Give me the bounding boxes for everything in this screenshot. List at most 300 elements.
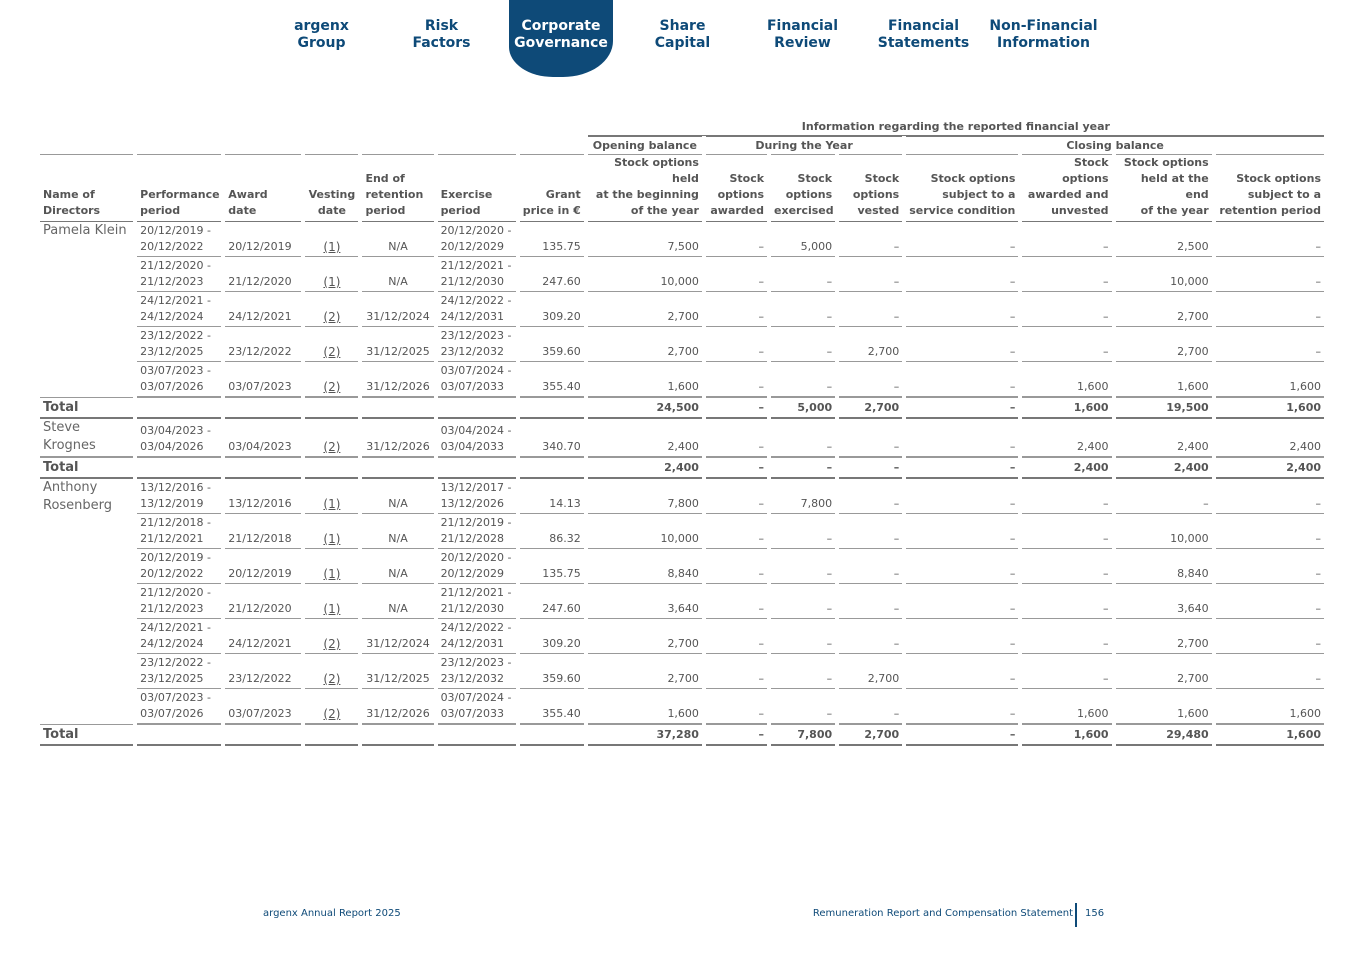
table-row: [40, 619, 1324, 654]
empty-cell: [225, 724, 301, 746]
vesting-date-link[interactable]: (1): [305, 549, 358, 584]
cell-svc: –: [906, 257, 1018, 292]
table-row: [40, 689, 1324, 724]
column-header-line: service condition: [909, 204, 1016, 217]
cell-line: 20/12/2019 -: [140, 551, 212, 564]
cell-open: 7,800: [588, 479, 702, 514]
cell-svc: –: [906, 419, 1018, 457]
cell-held: 1,600: [1116, 362, 1212, 397]
table-row: [40, 419, 1324, 457]
exercise-period: [438, 514, 516, 549]
cell-vested: –: [839, 619, 902, 654]
cell-line: 21/12/2023: [140, 602, 204, 615]
cell-held: 2,700: [1116, 654, 1212, 689]
cell-vested: –: [839, 514, 902, 549]
cell-line: 24/12/2031: [440, 637, 504, 650]
cell-svc: –: [906, 514, 1018, 549]
cell-unvested: –: [1022, 619, 1111, 654]
award-date: 21/12/2018: [225, 514, 301, 549]
cell-exercised: –: [771, 619, 835, 654]
performance-period: [137, 689, 221, 724]
vesting-date-link[interactable]: (2): [305, 362, 358, 397]
vesting-date-link[interactable]: (1): [305, 222, 358, 257]
end-of-retention-period: N/A: [362, 479, 433, 514]
column-header-exercised: [771, 154, 835, 222]
cell-vested: –: [839, 257, 902, 292]
end-of-retention-period: N/A: [362, 549, 433, 584]
cell-line: 20/12/2029: [440, 567, 504, 580]
cell-vested: –: [839, 689, 902, 724]
table-row: [40, 362, 1324, 397]
cell-awarded: –: [706, 654, 767, 689]
cell-line: 21/12/2019 -: [440, 516, 512, 529]
total-held: 19,500: [1116, 397, 1212, 419]
nav-share-capital[interactable]: [622, 0, 743, 76]
total-unvested: 1,600: [1022, 397, 1111, 419]
nav-label: Financial: [887, 18, 960, 34]
table-row: [40, 584, 1324, 619]
vesting-date-link[interactable]: (1): [305, 257, 358, 292]
column-header-line: price in €: [522, 204, 581, 217]
column-header-line: Award date: [228, 188, 268, 217]
column-header-line: retention: [365, 188, 424, 201]
total-awarded: –: [706, 724, 767, 746]
column-header-held: [1116, 154, 1212, 222]
director-name: Pamela Klein: [43, 223, 127, 238]
cell-retention: –: [1216, 654, 1324, 689]
cell-line: 23/12/2022 -: [140, 329, 212, 342]
empty-cell: [362, 397, 433, 419]
column-header-line: Stock: [864, 172, 900, 185]
nav-corporate-governance[interactable]: [509, 0, 613, 77]
cell-vested: –: [839, 549, 902, 584]
cell-awarded: –: [706, 292, 767, 327]
director-name: Steve Krognes: [40, 419, 133, 457]
column-header-vest: [305, 154, 358, 222]
total-vested: 2,700: [839, 397, 902, 419]
empty-cell: [305, 457, 358, 479]
award-date: 21/12/2020: [225, 257, 301, 292]
total-row: [40, 724, 1324, 746]
column-header-award: [225, 154, 301, 222]
total-label: Total: [40, 457, 133, 479]
cell-open: 1,600: [588, 689, 702, 724]
column-header-line: unvested: [1051, 204, 1109, 217]
cell-line: 13/12/2016 -: [140, 481, 212, 494]
cell-line: 21/12/2021: [140, 532, 204, 545]
column-header-line: Vesting: [308, 188, 356, 201]
cell-line: 03/07/2026: [140, 380, 204, 393]
empty-cell: [225, 457, 301, 479]
cell-line: 23/12/2023 -: [440, 656, 512, 669]
nav-label: Capital: [654, 35, 711, 51]
empty-cell: [225, 397, 301, 419]
cell-unvested: –: [1022, 257, 1111, 292]
performance-period: [137, 222, 221, 257]
column-header-line: options: [785, 188, 833, 201]
cell-line: 13/12/2026: [440, 497, 504, 510]
cell-line: 23/12/2032: [440, 672, 504, 685]
performance-period: [137, 549, 221, 584]
cell-line: 03/04/2024 -: [440, 424, 512, 437]
vesting-date-link[interactable]: (2): [305, 689, 358, 724]
exercise-period: [438, 419, 516, 457]
cell-open: 2,400: [588, 419, 702, 457]
vesting-date-link[interactable]: (2): [305, 327, 358, 362]
column-header-line: Stock options: [1062, 156, 1109, 185]
column-header-line: vested: [857, 204, 900, 217]
total-row: [40, 397, 1324, 419]
page-number: 156: [1085, 908, 1105, 919]
cell-svc: –: [906, 222, 1018, 257]
cell-retention: 1,600: [1216, 362, 1324, 397]
cell-held: 2,400: [1116, 419, 1212, 457]
column-header-svc: [906, 154, 1018, 222]
column-header-line: of the year: [1140, 204, 1209, 217]
cell-svc: –: [906, 327, 1018, 362]
end-of-retention-period: N/A: [362, 584, 433, 619]
cell-held: 3,640: [1116, 584, 1212, 619]
empty-cell: [362, 724, 433, 746]
cell-open: 2,700: [588, 292, 702, 327]
performance-period: [137, 514, 221, 549]
cell-awarded: –: [706, 222, 767, 257]
column-header-exer: [438, 154, 516, 222]
cell-grant: 247.60: [520, 257, 584, 292]
column-header-line: of the year: [630, 204, 699, 217]
cell-svc: –: [906, 654, 1018, 689]
end-of-retention-period: 31/12/2026: [362, 689, 433, 724]
cell-line: 24/12/2024: [140, 310, 204, 323]
total-label: Total: [40, 724, 133, 746]
cell-retention: –: [1216, 222, 1324, 257]
cell-vested: –: [839, 419, 902, 457]
performance-period: [137, 292, 221, 327]
cell-line: 21/12/2030: [440, 602, 504, 615]
cell-line: 21/12/2021 -: [440, 586, 512, 599]
group-closing-balance: Closing balance: [906, 136, 1324, 154]
nav-label: Factors: [412, 35, 471, 51]
column-header-line: Stock: [729, 172, 765, 185]
cell-svc: –: [906, 584, 1018, 619]
cell-awarded: –: [706, 257, 767, 292]
table-row: [40, 327, 1324, 362]
cell-unvested: 1,600: [1022, 689, 1111, 724]
cell-held: –: [1116, 479, 1212, 514]
exercise-period: [438, 479, 516, 514]
cell-open: 2,700: [588, 327, 702, 362]
empty-cell: [362, 457, 433, 479]
cell-line: 13/12/2019: [140, 497, 204, 510]
cell-exercised: –: [771, 654, 835, 689]
performance-period: [137, 257, 221, 292]
column-header-line: exercised: [774, 204, 834, 217]
end-of-retention-period: 31/12/2025: [362, 654, 433, 689]
empty-cell: [520, 724, 584, 746]
exercise-period: [438, 549, 516, 584]
nav-financial-statements[interactable]: [863, 0, 984, 76]
exercise-period: [438, 292, 516, 327]
cell-line: 21/12/2018 -: [140, 516, 212, 529]
cell-exercised: 7,800: [771, 479, 835, 514]
cell-retention: –: [1216, 584, 1324, 619]
cell-unvested: –: [1022, 654, 1111, 689]
end-of-retention-period: 31/12/2026: [362, 362, 433, 397]
vesting-date-link[interactable]: (1): [305, 514, 358, 549]
cell-svc: –: [906, 549, 1018, 584]
cell-vested: –: [839, 479, 902, 514]
table-row: [40, 514, 1324, 549]
column-header-line: period: [140, 204, 181, 217]
cell-line: 23/12/2023 -: [440, 329, 512, 342]
cell-unvested: –: [1022, 549, 1111, 584]
total-svc: –: [906, 397, 1018, 419]
table-row: [40, 257, 1324, 292]
nav-risk-factors[interactable]: [381, 0, 502, 76]
end-of-retention-period: N/A: [362, 222, 433, 257]
award-date: 20/12/2019: [225, 222, 301, 257]
performance-period: [137, 584, 221, 619]
cell-line: 13/12/2017 -: [440, 481, 512, 494]
cell-open: 10,000: [588, 257, 702, 292]
cell-line: 24/12/2021 -: [140, 621, 212, 634]
performance-period: [137, 327, 221, 362]
award-date: 03/07/2023: [225, 689, 301, 724]
column-header-line: Directors: [43, 204, 101, 217]
performance-period: [137, 362, 221, 397]
cell-vested: –: [839, 584, 902, 619]
empty-cell: [520, 397, 584, 419]
total-svc: –: [906, 724, 1018, 746]
column-header-awarded: [706, 154, 767, 222]
total-open: 24,500: [588, 397, 702, 419]
total-retention: 2,400: [1216, 457, 1324, 479]
cell-line: 21/12/2023: [140, 275, 204, 288]
cell-line: 20/12/2029: [440, 240, 504, 253]
total-svc: –: [906, 457, 1018, 479]
empty-cell: [438, 724, 516, 746]
cell-exercised: –: [771, 257, 835, 292]
end-of-retention-period: 31/12/2025: [362, 327, 433, 362]
vesting-date-link[interactable]: (2): [305, 419, 358, 457]
column-header-ret: [362, 154, 433, 222]
cell-line: 23/12/2025: [140, 672, 204, 685]
performance-period: [137, 654, 221, 689]
footer-divider: [1075, 903, 1077, 927]
total-awarded: –: [706, 457, 767, 479]
stock-options-table-container: [40, 118, 1326, 746]
performance-period: [137, 419, 221, 457]
cell-unvested: –: [1022, 584, 1111, 619]
total-vested: –: [839, 457, 902, 479]
table-row: [40, 654, 1324, 689]
cell-svc: –: [906, 689, 1018, 724]
cell-exercised: –: [771, 362, 835, 397]
cell-line: 20/12/2020 -: [440, 551, 512, 564]
cell-vested: 2,700: [839, 654, 902, 689]
cell-line: 24/12/2024: [140, 637, 204, 650]
cell-held: 2,700: [1116, 619, 1212, 654]
column-header-open: [588, 154, 702, 222]
total-exercised: 5,000: [771, 397, 835, 419]
nav-label: Governance: [514, 35, 608, 51]
vesting-date-link[interactable]: (1): [305, 479, 358, 514]
cell-retention: –: [1216, 292, 1324, 327]
column-header-line: subject to a: [1247, 188, 1321, 201]
cell-retention: –: [1216, 619, 1324, 654]
nav-financial-review[interactable]: [742, 0, 863, 76]
vesting-date-link[interactable]: (2): [305, 654, 358, 689]
cell-grant: 355.40: [520, 362, 584, 397]
column-header-vested: [839, 154, 902, 222]
end-of-retention-period: 31/12/2024: [362, 619, 433, 654]
total-row: [40, 457, 1324, 479]
end-of-retention-period: 31/12/2024: [362, 292, 433, 327]
cell-line: 20/12/2019 -: [140, 224, 212, 237]
cell-unvested: –: [1022, 292, 1111, 327]
cell-line: 03/07/2026: [140, 707, 204, 720]
exercise-period: [438, 327, 516, 362]
cell-open: 7,500: [588, 222, 702, 257]
cell-line: 03/04/2023 -: [140, 424, 212, 437]
cell-line: 24/12/2022 -: [440, 621, 512, 634]
nav-argenx-group[interactable]: [261, 0, 382, 76]
total-unvested: 1,600: [1022, 724, 1111, 746]
cell-unvested: –: [1022, 327, 1111, 362]
column-header-line: Stock: [797, 172, 833, 185]
cell-vested: 2,700: [839, 327, 902, 362]
cell-awarded: –: [706, 549, 767, 584]
cell-line: 24/12/2022 -: [440, 294, 512, 307]
total-awarded: –: [706, 397, 767, 419]
cell-vested: –: [839, 362, 902, 397]
exercise-period: [438, 619, 516, 654]
column-header-line: subject to a: [942, 188, 1016, 201]
footer-section-title[interactable]: Remuneration Report and Compensation Statement: [812, 908, 1073, 919]
column-header-line: period: [365, 204, 406, 217]
performance-period: [137, 619, 221, 654]
end-of-retention-period: N/A: [362, 514, 433, 549]
total-exercised: –: [771, 457, 835, 479]
column-header-line: date: [317, 204, 346, 217]
nav-label: Non-Financial: [989, 18, 1098, 34]
cell-grant: 135.75: [520, 549, 584, 584]
cell-grant: 135.75: [520, 222, 584, 257]
cell-retention: 1,600: [1216, 689, 1324, 724]
cell-unvested: 1,600: [1022, 362, 1111, 397]
column-header-line: Stock options held: [614, 156, 699, 185]
cell-line: 03/07/2023 -: [140, 364, 212, 377]
total-label: Total: [40, 397, 133, 419]
cell-retention: –: [1216, 479, 1324, 514]
vesting-date-link[interactable]: (2): [305, 292, 358, 327]
cell-svc: –: [906, 292, 1018, 327]
cell-line: 03/07/2033: [440, 707, 504, 720]
cell-unvested: –: [1022, 222, 1111, 257]
cell-grant: 86.32: [520, 514, 584, 549]
nav-label: Information: [997, 35, 1090, 51]
cell-line: 20/12/2022: [140, 240, 204, 253]
cell-line: 21/12/2030: [440, 275, 504, 288]
cell-unvested: –: [1022, 479, 1111, 514]
award-date: 24/12/2021: [225, 292, 301, 327]
total-held: 29,480: [1116, 724, 1212, 746]
cell-awarded: –: [706, 689, 767, 724]
nav-non-financial-information[interactable]: [983, 0, 1104, 76]
performance-period: [137, 479, 221, 514]
total-exercised: 7,800: [771, 724, 835, 746]
cell-vested: –: [839, 292, 902, 327]
cell-line: 03/07/2033: [440, 380, 504, 393]
cell-grant: 309.20: [520, 292, 584, 327]
cell-grant: 14.13: [520, 479, 584, 514]
cell-retention: –: [1216, 327, 1324, 362]
column-header-perf: [137, 154, 221, 222]
vesting-date-link[interactable]: (2): [305, 619, 358, 654]
column-header-line: Stock options: [1123, 156, 1209, 169]
column-header-line: Stock options: [930, 172, 1016, 185]
empty-cell: [137, 724, 221, 746]
cell-line: 21/12/2020 -: [140, 259, 212, 272]
cell-awarded: –: [706, 479, 767, 514]
column-header-line: held at the end: [1140, 172, 1209, 201]
empty-cell: [305, 397, 358, 419]
column-header-name: [40, 154, 133, 222]
cell-exercised: –: [771, 327, 835, 362]
cell-open: 2,700: [588, 619, 702, 654]
award-date: 23/12/2022: [225, 327, 301, 362]
cell-awarded: –: [706, 584, 767, 619]
cell-grant: 309.20: [520, 619, 584, 654]
award-date: 23/12/2022: [225, 654, 301, 689]
cell-held: 2,500: [1116, 222, 1212, 257]
column-header-line: Performance: [140, 188, 220, 201]
cell-retention: –: [1216, 514, 1324, 549]
director-name: Anthony Rosenberg: [43, 480, 113, 513]
end-of-retention-period: N/A: [362, 257, 433, 292]
nav-label: Group: [297, 35, 346, 51]
total-retention: 1,600: [1216, 724, 1324, 746]
cell-unvested: 2,400: [1022, 419, 1111, 457]
cell-grant: 359.60: [520, 327, 584, 362]
vesting-date-link[interactable]: (1): [305, 584, 358, 619]
cell-open: 10,000: [588, 514, 702, 549]
award-date: 03/04/2023: [225, 419, 301, 457]
table-row: [40, 222, 1324, 257]
cell-line: 03/07/2024 -: [440, 691, 512, 704]
group-opening-balance: Opening balance: [588, 136, 702, 154]
total-retention: 1,600: [1216, 397, 1324, 419]
empty-cell: [438, 457, 516, 479]
empty-cell: [438, 397, 516, 419]
cell-exercised: –: [771, 689, 835, 724]
nav-label: Review: [774, 35, 831, 51]
table-row: [40, 292, 1324, 327]
cell-retention: –: [1216, 549, 1324, 584]
column-header-retention: [1216, 154, 1324, 222]
cell-svc: –: [906, 479, 1018, 514]
column-header-line: Name of: [43, 188, 95, 201]
cell-grant: 247.60: [520, 584, 584, 619]
column-header-line: period: [440, 204, 481, 217]
cell-awarded: –: [706, 419, 767, 457]
cell-line: 03/07/2023 -: [140, 691, 212, 704]
empty-cell: [520, 457, 584, 479]
exercise-period: [438, 654, 516, 689]
total-open: 2,400: [588, 457, 702, 479]
cell-exercised: 5,000: [771, 222, 835, 257]
nav-label: Statements: [877, 35, 970, 51]
